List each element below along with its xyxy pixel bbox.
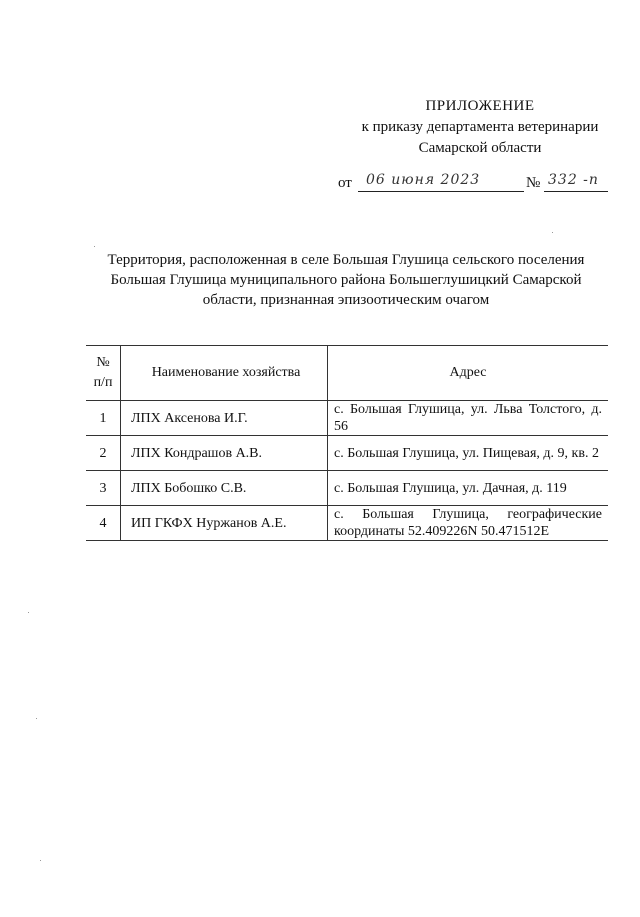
- scan-speck: [552, 232, 553, 233]
- row-address: [328, 506, 609, 541]
- row-address-text: с. Большая Глушица, ул. Дачная, д. 119: [334, 480, 567, 496]
- row-num: 1: [86, 401, 121, 436]
- handwritten-date: 06 июня 2023: [366, 172, 481, 188]
- row-address-text: с. Большая Глушица, ул. Пищевая, д. 9, кв. 2: [334, 445, 599, 461]
- header-num-line-2: п/п: [93, 375, 113, 390]
- row-address-text: с. Большая Глушица, ул. Льва Толстого, д. 56: [334, 402, 602, 434]
- appendix-header: [320, 96, 640, 159]
- handwritten-number: 332 -п: [548, 172, 599, 188]
- number-underline: [544, 191, 608, 192]
- heading-line-1: Территория, расположенная в селе Большая Глушица сельского поселения: [107, 252, 585, 268]
- table-row: [86, 506, 608, 541]
- row-name: ЛПХ Аксенова И.Г.: [121, 401, 328, 436]
- row-address-text: с. Большая Глушица, географические координаты 52.409226N 50.471512E: [334, 507, 602, 539]
- appendix-title: ПРИЛОЖЕНИЕ: [425, 98, 535, 114]
- row-name: ЛПХ Бобошко С.В.: [121, 471, 328, 506]
- header-address: Адрес: [328, 346, 609, 401]
- scan-speck: [94, 246, 95, 247]
- row-num: 2: [86, 436, 121, 471]
- row-address: [328, 401, 609, 436]
- row-address: [328, 471, 609, 506]
- row-name: ИП ГКФХ Нуржанов А.Е.: [121, 506, 328, 541]
- header-num: [86, 346, 121, 401]
- appendix-line-2: Самарской области: [418, 140, 542, 156]
- date-number-line: [338, 173, 628, 195]
- number-label: №: [526, 175, 541, 191]
- table-header-row: [86, 346, 608, 401]
- scan-speck: [28, 612, 29, 613]
- table-row: [86, 401, 608, 436]
- heading-line-3: области, признанная эпизоотическим очагом: [202, 292, 490, 308]
- scan-speck: [36, 718, 37, 719]
- header-name: Наименование хозяйства: [121, 346, 328, 401]
- heading-line-2: Большая Глушица муниципального района Большеглушицкий Самарской: [110, 272, 582, 288]
- table-row: [86, 471, 608, 506]
- row-num: 3: [86, 471, 121, 506]
- from-label: от: [338, 175, 352, 191]
- header-num-line-1: №: [96, 355, 110, 370]
- date-underline: [358, 191, 524, 192]
- table-row: [86, 436, 608, 471]
- row-num: 4: [86, 506, 121, 541]
- farms-table: [86, 345, 608, 541]
- row-address: [328, 436, 609, 471]
- document-heading: [96, 250, 596, 310]
- scan-speck: [40, 860, 41, 861]
- appendix-line-1: к приказу департамента ветеринарии: [361, 119, 599, 135]
- row-name: ЛПХ Кондрашов А.В.: [121, 436, 328, 471]
